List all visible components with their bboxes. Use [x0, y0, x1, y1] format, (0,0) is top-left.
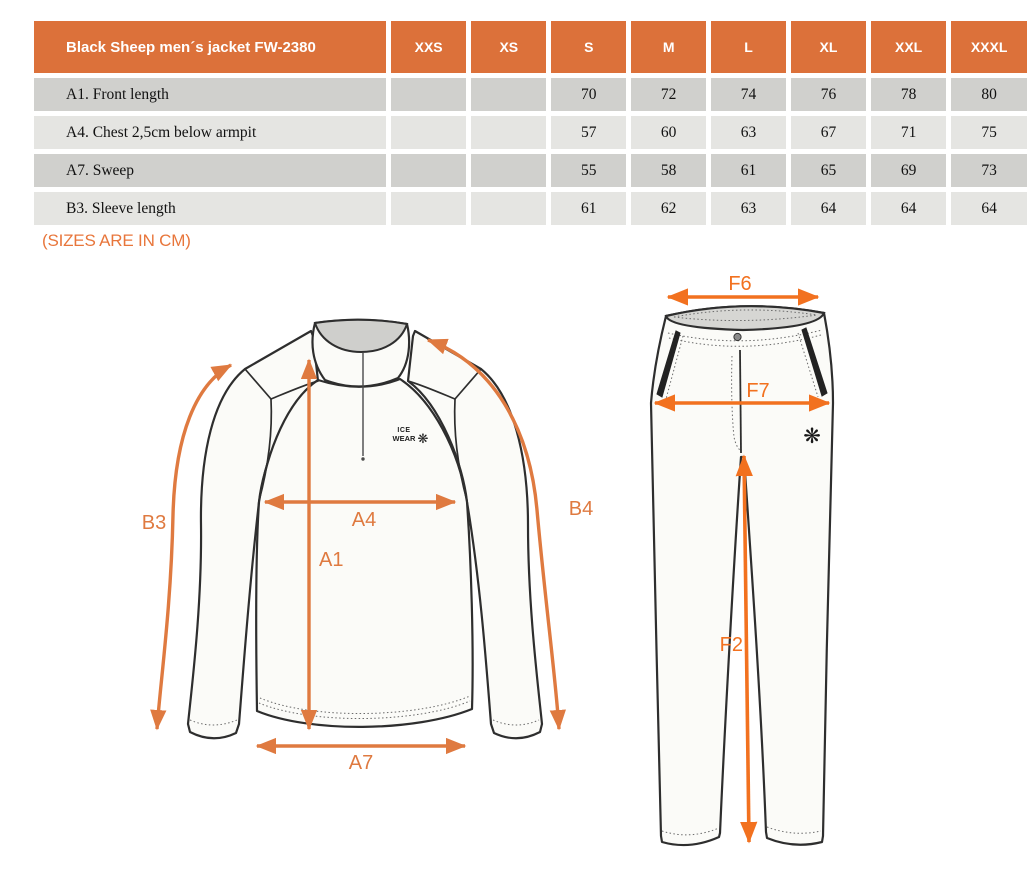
measurement-label: A7. Sweep — [34, 154, 386, 187]
measurement-value — [471, 116, 546, 149]
zipper-pull — [361, 457, 364, 460]
size-column-header-xxl: XXL — [871, 21, 946, 73]
label-b4: B4 — [568, 498, 594, 520]
snowflake-icon: ❋ — [803, 425, 821, 448]
measurement-value: 62 — [631, 192, 706, 225]
product-title: Black Sheep men´s jacket FW-2380 — [34, 21, 386, 73]
measurement-value: 74 — [711, 78, 786, 111]
label-a7: A7 — [348, 752, 374, 774]
size-column-header-xs: XS — [471, 21, 546, 73]
size-column-header-l: L — [711, 21, 786, 73]
measurement-value: 71 — [871, 116, 946, 149]
size-table — [29, 16, 1032, 230]
measurement-value — [391, 192, 466, 225]
measurement-value: 69 — [871, 154, 946, 187]
jacket-measurement-diagram — [60, 280, 620, 880]
table-row-sweep — [34, 154, 1027, 187]
measurement-value: 70 — [551, 78, 626, 111]
measurement-value: 61 — [711, 154, 786, 187]
measurement-value: 65 — [791, 154, 866, 187]
pants-silhouette — [651, 306, 833, 845]
measurement-value — [391, 116, 466, 149]
label-f7: F7 — [746, 380, 770, 402]
waist-button — [734, 333, 741, 340]
measurement-value: 55 — [551, 154, 626, 187]
measurement-label: A1. Front length — [34, 78, 386, 111]
measurement-value: 75 — [951, 116, 1027, 149]
table-row-front-length — [34, 78, 1027, 111]
measurement-value — [471, 78, 546, 111]
snowflake-icon: ❋ — [417, 431, 429, 446]
size-table-header-row — [34, 21, 1027, 73]
label-a1: A1 — [319, 549, 344, 571]
sizes-unit-note: (SIZES ARE IN CM) — [42, 231, 191, 250]
size-column-header-xxs: XXS — [391, 21, 466, 73]
measurement-value — [471, 154, 546, 187]
measurement-label: B3. Sleeve length — [34, 192, 386, 225]
size-column-header-m: M — [631, 21, 706, 73]
label-a4: A4 — [351, 509, 377, 531]
table-row-chest — [34, 116, 1027, 149]
label-f6: F6 — [728, 273, 752, 295]
measurement-value: 63 — [711, 116, 786, 149]
measurement-value: 64 — [871, 192, 946, 225]
table-row-sleeve-length — [34, 192, 1027, 225]
size-column-header-s: S — [551, 21, 626, 73]
measurement-value: 72 — [631, 78, 706, 111]
size-column-header-xxxl: XXXL — [951, 21, 1027, 73]
label-f2: F2 — [719, 634, 743, 656]
pants-measurement-diagram — [630, 270, 1030, 885]
measurement-value: 57 — [551, 116, 626, 149]
measurement-value: 58 — [631, 154, 706, 187]
measurement-value: 78 — [871, 78, 946, 111]
measurement-value: 63 — [711, 192, 786, 225]
measurement-value — [471, 192, 546, 225]
measurement-value: 73 — [951, 154, 1027, 187]
logo-text-line1: ICE — [397, 427, 411, 434]
pants-drawing — [651, 306, 833, 845]
label-b3: B3 — [141, 512, 167, 534]
measurement-value: 60 — [631, 116, 706, 149]
size-column-header-xl: XL — [791, 21, 866, 73]
measurement-value: 64 — [791, 192, 866, 225]
logo-text-line2: WEAR — [392, 434, 416, 443]
measurement-value: 64 — [951, 192, 1027, 225]
measurement-value: 67 — [791, 116, 866, 149]
jacket-body — [256, 379, 473, 727]
measurement-value: 61 — [551, 192, 626, 225]
measurement-value: 80 — [951, 78, 1027, 111]
measurement-value — [391, 78, 466, 111]
measurement-label: A4. Chest 2,5cm below armpit — [34, 116, 386, 149]
measurement-value — [391, 154, 466, 187]
measurement-value: 76 — [791, 78, 866, 111]
